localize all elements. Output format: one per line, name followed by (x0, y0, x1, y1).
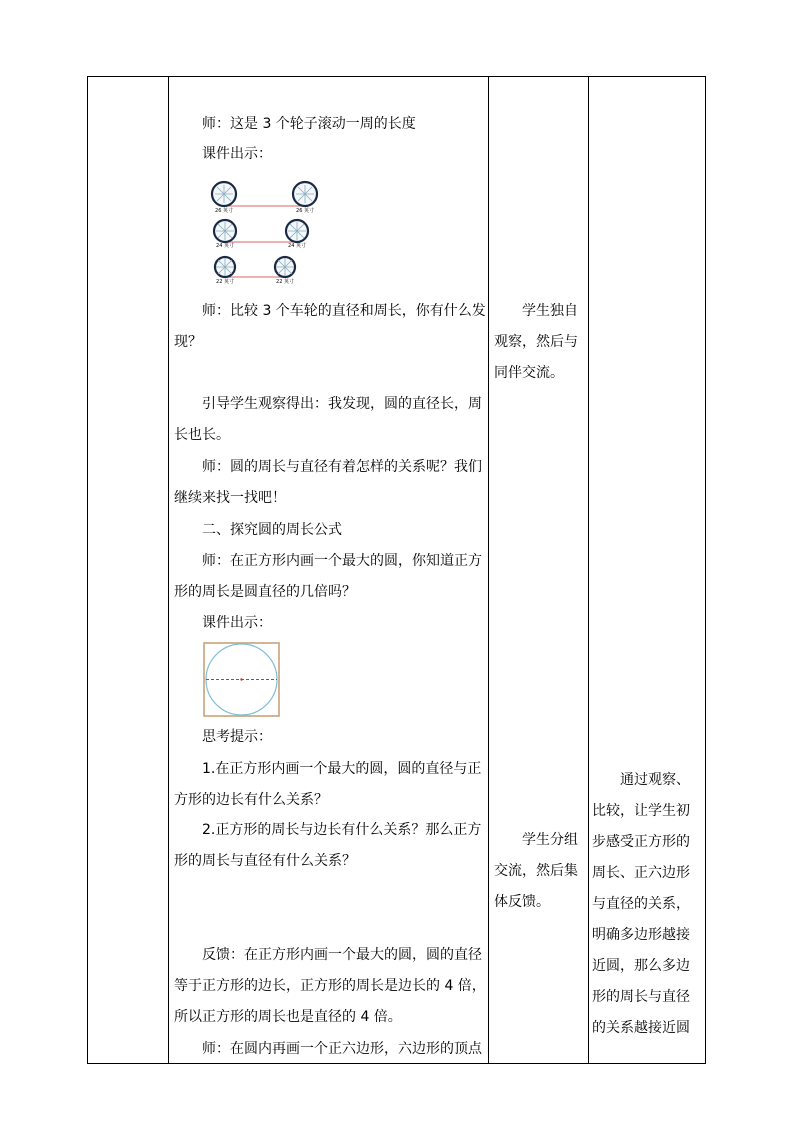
wheel-label: 24 英寸 (216, 243, 234, 249)
intent-line: 明确多边形越接 (592, 927, 690, 943)
guide-line-cont: 长也长。 (174, 427, 230, 443)
courseware-label: 课件出示： (202, 146, 272, 162)
square-circle-figure (203, 642, 281, 718)
student-activity: 学生分组 (522, 832, 578, 848)
hint-item: 1.在正方形内画一个最大的圆，圆的直径与正 (202, 761, 482, 777)
wheels-figure (200, 176, 330, 286)
intent-line: 比较，让学生初 (592, 803, 690, 819)
wheel-label: 24 英寸 (288, 243, 306, 249)
intent-line: 通过观察、 (620, 772, 690, 788)
feedback-line: 反馈：在正方形内画一个最大的圆，圆的直径 (202, 947, 482, 963)
intent-line: 与直径的关系， (592, 896, 690, 912)
student-activity-cont: 体反馈。 (494, 894, 550, 910)
wheels-illustration (200, 176, 330, 286)
hint-item-cont: 方形的边长有什么关系？ (174, 792, 328, 808)
intent-line: 形的周长与直径 (592, 989, 690, 1005)
student-activity-cont: 交流，然后集 (494, 863, 578, 879)
column-divider (168, 77, 169, 1063)
intent-line: 步感受正方形的 (592, 834, 690, 850)
teacher-line: 师：在圆内再画一个正六边形，六边形的顶点 (202, 1041, 482, 1057)
teacher-line-cont: 继续来找一找吧！ (174, 490, 286, 506)
intent-line: 的关系越接近圆 (592, 1020, 690, 1036)
hint-item: 2.正方形的周长与边长有什么关系？那么正方 (202, 822, 482, 838)
hint-label: 思考提示： (202, 729, 272, 745)
wheel-label: 22 英寸 (276, 279, 294, 285)
teacher-line: 师：这是 3 个轮子滚动一周的长度 (202, 116, 416, 132)
square-with-inscribed-circle (203, 642, 281, 718)
student-activity-cont: 同伴交流。 (494, 365, 564, 381)
teacher-line: 师：在正方形内画一个最大的圆，你知道正方 (202, 553, 482, 569)
wheel-label: 26 英寸 (296, 208, 314, 214)
teacher-question-cont: 现？ (174, 334, 202, 350)
section-heading: 二、探究圆的周长公式 (202, 522, 342, 538)
teacher-line-cont: 形的周长是圆直径的几倍吗？ (174, 584, 356, 600)
feedback-line-cont: 所以正方形的周长也是直径的 4 倍。 (174, 1009, 402, 1025)
student-activity: 学生独自 (522, 303, 578, 319)
student-activity-cont: 观察，然后与 (494, 334, 578, 350)
wheel-label: 22 英寸 (216, 279, 234, 285)
hint-item-cont: 形的周长与直径有什么关系？ (174, 853, 356, 869)
teacher-question: 师：比较 3 个车轮的直径和周长，你有什么发 (202, 303, 486, 319)
intent-line: 周长、正六边形 (592, 865, 690, 881)
courseware-label: 课件出示： (202, 615, 272, 631)
feedback-line-cont: 等于正方形的边长，正方形的周长是边长的 4 倍， (174, 978, 486, 994)
teacher-line: 师：圆的周长与直径有着怎样的关系呢？我们 (202, 459, 482, 475)
column-divider (588, 77, 589, 1063)
guide-line: 引导学生观察得出：我发现，圆的直径长，周 (202, 396, 482, 412)
intent-line: 近圆，那么多边 (592, 958, 690, 974)
wheel-label: 26 英寸 (215, 208, 233, 214)
